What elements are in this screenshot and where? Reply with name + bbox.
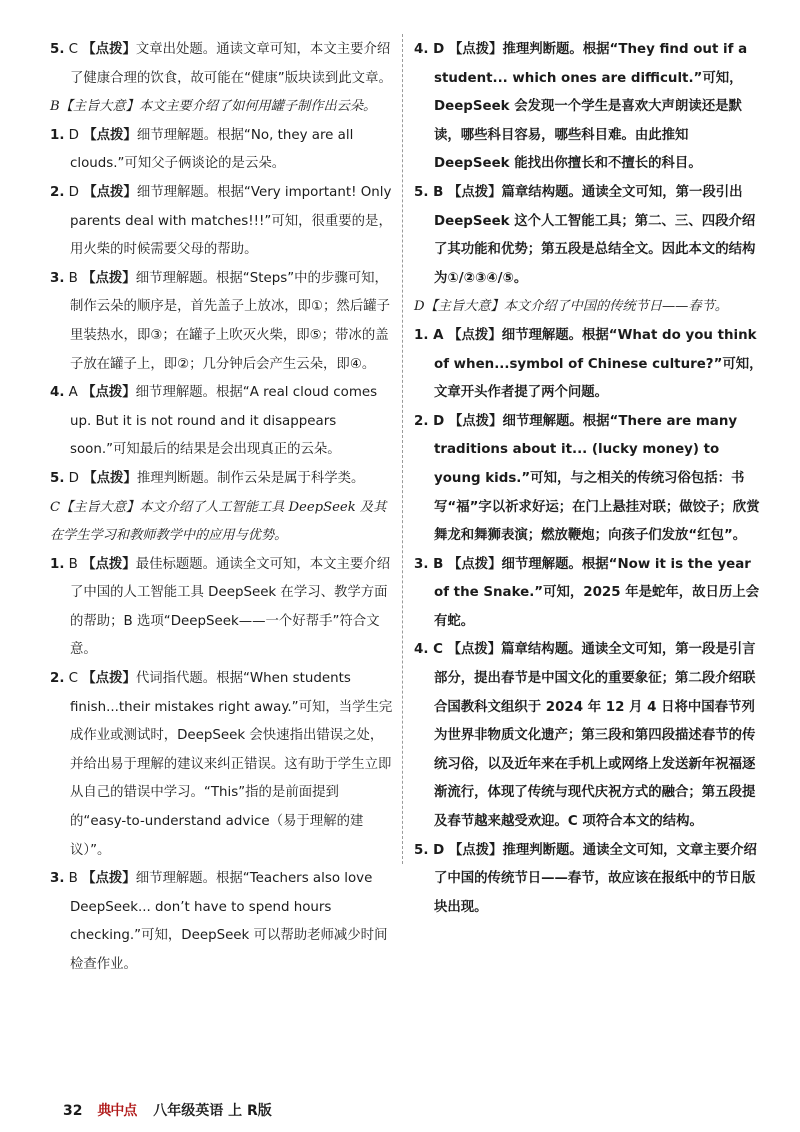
column-divider	[402, 34, 403, 864]
hint-tag: 【点拨】	[82, 556, 136, 572]
left-column	[50, 36, 395, 980]
question-number: 5.	[50, 470, 65, 486]
explanation-text: 细节理解题。根据“No, they are all clouds.”可知父子俩谈论的是云朵。	[70, 127, 354, 172]
hint-tag: 【点拨】	[448, 413, 503, 429]
hint-tag: 【点拨】	[448, 327, 502, 343]
answer-item	[414, 636, 764, 836]
answer-letter: B	[68, 871, 78, 887]
hint-tag: 【点拨】	[83, 184, 137, 200]
question-number: 3.	[414, 556, 429, 572]
answer-letter: D	[68, 470, 79, 486]
answer-letter: D	[433, 42, 445, 57]
question-number: 1.	[50, 127, 65, 143]
explanation-text: 最佳标题题。通读全文可知，本文主要介绍了中国的人工智能工具 DeepSeek 在学习、教学方面的帮助；B 选项“DeepSeek——一个好帮手”符合文意。	[70, 556, 391, 658]
page-number: 32	[63, 1103, 83, 1119]
answer-item	[50, 465, 395, 494]
answer-item	[414, 408, 764, 551]
hint-tag: 【点拨】	[82, 671, 136, 687]
answer-item	[414, 322, 764, 408]
brand-logo: 典中点	[97, 1103, 137, 1119]
answer-letter: B	[68, 556, 78, 572]
answer-item	[50, 865, 395, 979]
hint-tag: 【点拨】	[447, 642, 502, 658]
hint-tag: 【点拨】	[83, 470, 137, 486]
answer-item	[414, 179, 764, 293]
explanation-text: 细节理解题。根据“What do you think of when...symbol of Chinese culture?”可知，文章开头作者提了两个问题。	[434, 327, 763, 401]
answer-item	[50, 379, 395, 465]
explanation-text: 推理判断题。根据“They find out if a student... which ones are difficult.”可知，DeepSeek 会发现一个学生是喜欢大声朗读还是默读，哪些科目容易，哪些科目难。由此推知 DeepSeek 能找出你擅长和不擅长的科目。	[434, 42, 748, 172]
section-summary: B【主旨大意】本文主要介绍了如何用罐子制作出云朵。	[50, 99, 377, 115]
explanation-text: 推理判断题。通读全文可知，文章主要介绍了中国的传统节日——春节，故应该在报纸中的节日版块出现。	[434, 842, 757, 915]
answer-letter: A	[433, 327, 444, 343]
explanation-text: 细节理解题。根据“A real cloud comes up. But it is not round and it disappears soon.”可知最后的结果是会出现真正的云朵。	[70, 385, 378, 458]
answer-letter: D	[433, 413, 445, 429]
answer-letter: B	[433, 556, 444, 572]
hint-tag: 【点拨】	[82, 871, 136, 887]
hint-tag: 【点拨】	[82, 270, 136, 286]
question-number: 5.	[414, 184, 429, 200]
hint-tag: 【点拨】	[83, 127, 137, 143]
explanation-text: 推理判断题。制作云朵是属于科学类。	[136, 470, 365, 486]
explanation-text: 代词指代题。根据“When students finish...their mistakes right away.”可知，当学生完成作业或测试时，DeepSeek 会快速指出错误之处，并给出易于理解的建议来纠正错误。这有助于学生立即从自己的错误中学习。“This”指的是前面提到的“easy-to-understand advice（易于理解的建议）”。	[70, 671, 393, 858]
question-number: 2.	[50, 671, 65, 687]
question-number: 1.	[50, 556, 65, 572]
hint-tag: 【点拨】	[82, 385, 136, 401]
explanation-text: 细节理解题。根据“Now it is the year of the Snake.”可知，2025 年是蛇年，故日历上会有蛇。	[434, 556, 760, 629]
explanation-text: 细节理解题。根据“Teachers also love DeepSeek... don’t have to spend hours checking.”可知，DeepSeek 可以帮助老师减少时间检查作业。	[70, 871, 388, 972]
explanation-text: 细节理解题。根据“Very important! Only parents deal with matches!!!”可知，很重要的是，用火柴的时候需要父母的帮助。	[70, 184, 392, 258]
answer-letter: D	[68, 184, 79, 200]
explanation-text: 文章出处题。通读文章可知，本文主要介绍了健康合理的饮食，故可能在“健康”版块读到此文章。	[70, 42, 392, 86]
hint-tag: 【点拨】	[448, 842, 503, 858]
answer-letter: D	[433, 842, 445, 858]
question-number: 5.	[414, 842, 429, 858]
explanation-text: 细节理解题。根据“There are many traditions about it... (lucky money) to young kids.”可知，与之相关的传统习俗包括：书写“福”字以祈求好运；在门上悬挂对联；做饺子；欣赏舞龙和舞狮表演；燃放鞭炮；向孩子们发放“红包”。	[434, 413, 760, 544]
page-footer	[63, 1100, 272, 1120]
question-number: 4.	[414, 642, 429, 658]
answer-item	[50, 265, 395, 379]
question-number: 4.	[414, 42, 429, 57]
hint-tag: 【点拨】	[82, 42, 136, 57]
answer-item	[414, 551, 764, 637]
question-number: 2.	[50, 184, 65, 200]
answer-item	[50, 551, 395, 665]
explanation-text: 篇章结构题。通读全文可知，第一段引出 DeepSeek 这个人工智能工具；第二、三、四段介绍了其功能和优势；第五段是总结全文。因此本文的结构为①/②③④/⑤。	[434, 184, 756, 286]
section-summary: D【主旨大意】本文介绍了中国的传统节日——春节。	[414, 299, 728, 315]
answer-letter: C	[68, 42, 79, 57]
book-title: 八年级英语 上 R版	[153, 1103, 272, 1119]
right-column	[414, 36, 764, 922]
answer-letter: C	[433, 642, 443, 658]
hint-tag: 【点拨】	[447, 556, 502, 572]
question-number: 3.	[50, 871, 65, 887]
hint-tag: 【点拨】	[448, 42, 503, 57]
hint-tag: 【点拨】	[447, 184, 502, 200]
question-number: 1.	[414, 327, 429, 343]
answer-item	[50, 36, 395, 93]
answer-letter: B	[68, 270, 78, 286]
question-number: 2.	[414, 413, 429, 429]
answer-letter: C	[68, 671, 79, 687]
answer-item	[414, 36, 764, 179]
question-number: 4.	[50, 385, 65, 401]
section-summary: C【主旨大意】本文介绍了人工智能工具 DeepSeek 及其在学生学习和教师教学中的应用与优势。	[50, 499, 387, 544]
answer-item	[50, 665, 395, 865]
answer-letter: D	[68, 127, 79, 143]
answer-letter: B	[433, 184, 444, 200]
question-number: 5.	[50, 42, 65, 57]
answer-item	[50, 122, 395, 179]
answer-item	[414, 837, 764, 923]
explanation-text: 细节理解题。根据“Steps”中的步骤可知，制作云朵的顺序是，首先盖子上放冰，即①；然后罐子里装热水，即③；在罐子上吹灭火柴，即⑤；带冰的盖子放在罐子上，即②；几分钟后会产生云朵，即④。	[70, 270, 390, 372]
answer-letter: A	[68, 385, 78, 401]
explanation-text: 篇章结构题。通读全文可知，第一段是引言部分，提出春节是中国文化的重要象征；第二段介绍联合国教科文组织于 2024 年 12 月 4 日将中国春节列为世界非物质文化遗产；第三段和第四段描述春节的传统习俗，以及近年来在手机上或网络上发送新年祝福逐渐流行，体现了传统与现代庆祝方式的融合；第五段提及春节越来越受欢迎。C 项符合本文的结构。	[434, 642, 756, 830]
answer-item	[50, 179, 395, 265]
question-number: 3.	[50, 270, 65, 286]
